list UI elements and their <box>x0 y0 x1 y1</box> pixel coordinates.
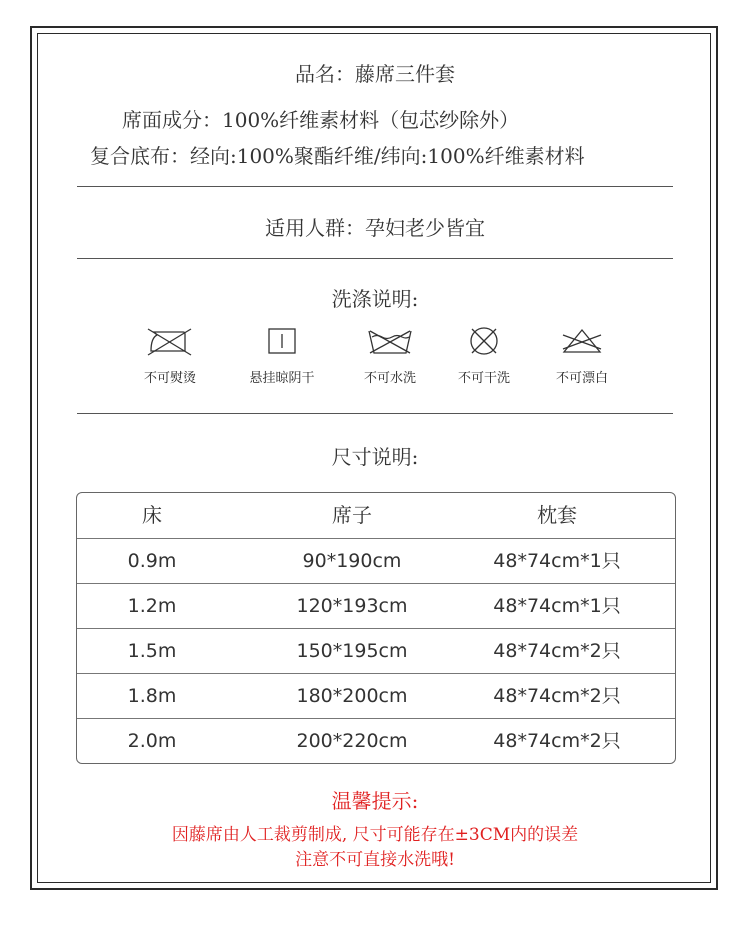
care-label-no-iron: 不可熨烫 <box>143 371 196 386</box>
cell-bed: 1.8m <box>127 685 177 707</box>
cell-mat: 200*220cm <box>296 730 408 752</box>
size-table <box>76 492 676 764</box>
notice-title: 温馨提示: <box>331 789 419 813</box>
care-item <box>232 325 332 386</box>
care-label-no-dry-clean: 不可干洗 <box>457 371 510 386</box>
product-name: 品名：藤席三件套 <box>295 62 455 86</box>
care-label-no-wash: 不可水洗 <box>363 371 416 386</box>
care-label-hang-dry: 悬挂晾阴干 <box>249 371 315 386</box>
table-row <box>77 673 675 719</box>
cell-mat: 180*200cm <box>296 685 408 707</box>
cell-bed: 2.0m <box>127 730 177 752</box>
cell-pillowcase: 48*74cm*1只 <box>493 550 621 572</box>
table-row <box>77 538 675 584</box>
cell-pillowcase: 48*74cm*1只 <box>493 595 621 617</box>
care-item <box>120 325 220 386</box>
header-mat: 席子 <box>332 503 372 527</box>
care-item <box>532 325 632 386</box>
header-pillowcase: 枕套 <box>537 503 577 527</box>
base-fabric: 复合底布：经向:100%聚酯纤维/纬向:100%纤维素材料 <box>90 144 585 168</box>
cell-mat: 120*193cm <box>296 595 408 617</box>
care-item <box>340 325 440 386</box>
no-iron-icon <box>145 325 195 357</box>
cell-pillowcase: 48*74cm*2只 <box>493 685 621 707</box>
care-item <box>434 325 534 386</box>
table-row <box>77 718 675 764</box>
table-header-row <box>77 493 675 538</box>
cell-bed: 0.9m <box>127 550 177 572</box>
table-row <box>77 583 675 629</box>
size-title: 尺寸说明: <box>331 445 419 469</box>
cell-mat: 90*190cm <box>302 550 402 572</box>
no-dry-clean-icon <box>459 325 509 357</box>
notice-line-1: 因藤席由人工裁剪制成, 尺寸可能存在±3CM内的误差 <box>171 825 579 845</box>
suitable-people: 适用人群：孕妇老少皆宜 <box>265 216 485 240</box>
cell-bed: 1.5m <box>127 640 177 662</box>
divider <box>77 186 673 187</box>
cell-mat: 150*195cm <box>296 640 408 662</box>
notice-line-2: 注意不可直接水洗哦! <box>295 850 455 870</box>
cell-pillowcase: 48*74cm*2只 <box>493 640 621 662</box>
divider <box>77 258 673 259</box>
cell-bed: 1.2m <box>127 595 177 617</box>
header-bed: 床 <box>142 503 162 527</box>
care-label-no-bleach: 不可漂白 <box>555 371 608 386</box>
divider <box>77 413 673 414</box>
no-bleach-icon <box>557 325 607 357</box>
cell-pillowcase: 48*74cm*2只 <box>493 730 621 752</box>
table-row <box>77 628 675 674</box>
no-wash-icon <box>365 325 415 357</box>
mat-composition: 席面成分：100%纤维素材料（包芯纱除外） <box>122 108 520 132</box>
hang-dry-shade-icon <box>257 325 307 357</box>
care-title: 洗涤说明: <box>331 287 419 311</box>
